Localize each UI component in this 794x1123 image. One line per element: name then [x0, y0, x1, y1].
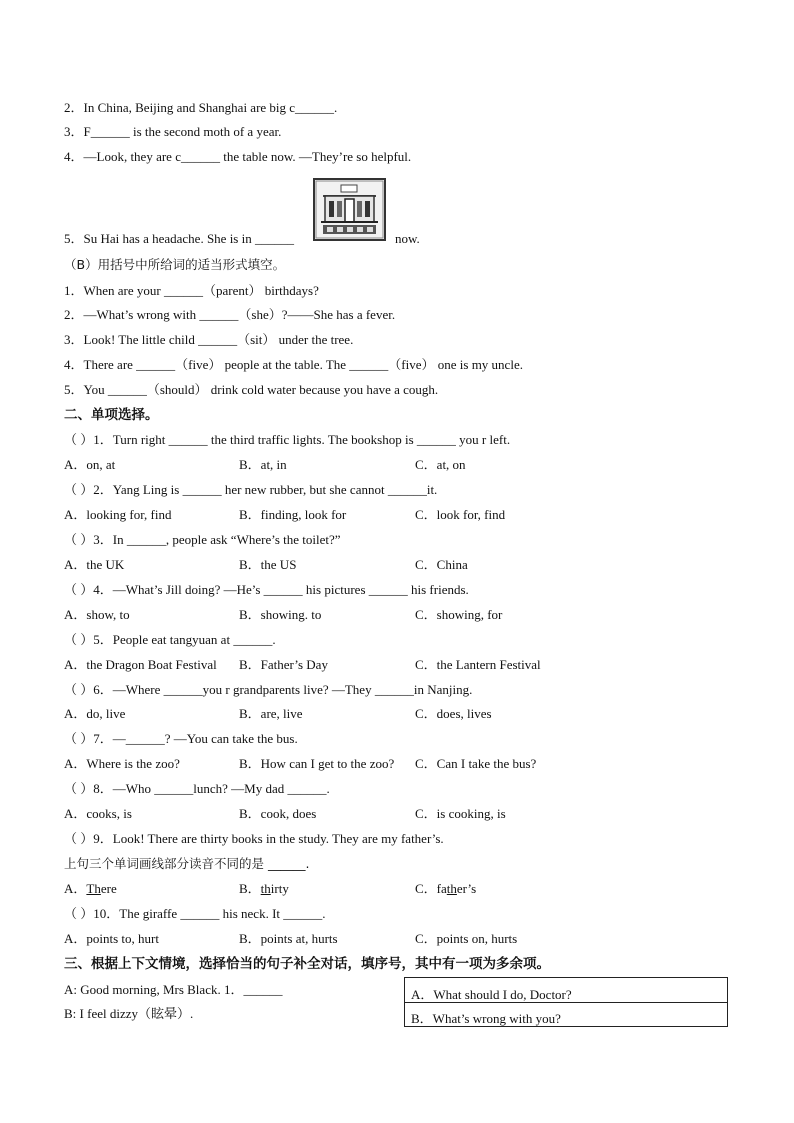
mc-q7-option-a: A．Where is the zoo? — [64, 756, 180, 771]
mc-q1-option-b: B．at, in — [239, 457, 287, 472]
mc-q1-option-c: C．at, on — [415, 457, 466, 472]
dialog-line-b: B: I feel dizzy（眩晕）. — [64, 1006, 194, 1021]
part-a-q5-end: now. — [395, 231, 420, 246]
mc-q10-option-c: C．points on, hurts — [415, 931, 518, 946]
part-b-q5: 5．You ______（should） drink cold water because you have a cough. — [64, 382, 439, 397]
mc-q8-option-c: C．is cooking, is — [415, 806, 506, 821]
mc-q3-option-a: A．the UK — [64, 557, 125, 572]
mc-q4-option-c: C．showing, for — [415, 607, 503, 622]
hospital-picture — [315, 180, 384, 239]
mc-q4-option-a: A．show, to — [64, 607, 130, 622]
mc-q4-option-b: B．showing. to — [239, 607, 322, 622]
mc-q1-option-a: A．on, at — [64, 457, 116, 472]
answer-options-box — [404, 977, 728, 1027]
part-a-q5-start: 5．Su Hai has a headache. She is in ______ — [64, 231, 294, 246]
box-option-a: A．What should I do, Doctor? — [411, 987, 572, 1002]
part-b-q1: 1．When are your ______（parent） birthdays? — [64, 283, 319, 298]
mc-q7-option-c: C．Can I take the bus? — [415, 756, 537, 771]
hospital-building-icon — [313, 178, 386, 241]
mc-q5-option-c: C．the Lantern Festival — [415, 657, 541, 672]
mc-q9-option-c: C．father’s — [415, 881, 477, 896]
part-b-q4: 4．There are ______（five） people at the table. The ______（five） one is my uncle. — [64, 357, 523, 372]
mc-q9-note: 上句三个单词画线部分读音不同的是 ______. — [64, 856, 310, 871]
mc-q1-stem: （ ）1．Turn right ______ the third traffic lights. The bookshop is ______ you r left. — [64, 432, 511, 447]
part-a-q2: 2．In China, Beijing and Shanghai are big c______. — [64, 100, 338, 115]
dialog-line-a: A: Good morning, Mrs Black. 1．______ — [64, 982, 283, 997]
mc-q3-stem: （ ）3．In ______, people ask “Where’s the toilet?” — [64, 532, 341, 547]
mc-q10-option-a: A．points to, hurt — [64, 931, 159, 946]
mc-q9-option-a: A．There — [64, 881, 117, 896]
mc-q8-option-b: B．cook, does — [239, 806, 317, 821]
mc-q3-option-c: C．China — [415, 557, 468, 572]
mc-q10-option-b: B．points at, hurts — [239, 931, 338, 946]
mc-q10-stem: （ ）10．The giraffe ______ his neck. It ______. — [64, 906, 326, 921]
mc-q5-option-a: A．the Dragon Boat Festival — [64, 657, 217, 672]
mc-q9-option-b: B．thirty — [239, 881, 289, 896]
mc-q8-option-a: A．cooks, is — [64, 806, 132, 821]
part-b-instruction: （B）用括号中所给词的适当形式填空。 — [64, 257, 286, 272]
mc-q2-option-b: B．finding, look for — [239, 507, 347, 522]
mc-q7-option-b: B．How can I get to the zoo? — [239, 756, 395, 771]
mc-q6-option-b: B．are, live — [239, 706, 303, 721]
part-a-q4: 4．—Look, they are c______ the table now. —They’re so helpful. — [64, 149, 412, 164]
mc-q3-option-b: B．the US — [239, 557, 297, 572]
mc-q9-stem: （ ）9．Look! There are thirty books in the study. They are my father’s. — [64, 831, 444, 846]
mc-q2-option-c: C．look for, find — [415, 507, 506, 522]
box-divider — [405, 1002, 727, 1003]
section2-heading: 二、单项选择。 — [64, 407, 159, 423]
section3-heading: 三、根据上下文情境，选择恰当的句子补全对话，填序号，其中有一项为多余项。 — [64, 956, 550, 972]
box-option-b: B．What’s wrong with you? — [411, 1011, 561, 1026]
mc-q6-option-c: C．does, lives — [415, 706, 492, 721]
part-b-q3: 3．Look! The little child ______（sit） under the tree. — [64, 332, 354, 347]
mc-q5-option-b: B．Father’s Day — [239, 657, 328, 672]
mc-q5-stem: （ ）5．People eat tangyuan at ______. — [64, 632, 276, 647]
mc-q2-stem: （ ）2．Yang Ling is ______ her new rubber, but she cannot ______it. — [64, 482, 438, 497]
mc-q2-option-a: A．looking for, find — [64, 507, 172, 522]
mc-q6-stem: （ ）6．—Where ______you r grandparents live? —They ______in Nanjing. — [64, 682, 473, 697]
mc-q4-stem: （ ）4．—What’s Jill doing? —He’s ______ his pictures ______ his friends. — [64, 582, 469, 597]
part-a-q3: 3．F______ is the second moth of a year. — [64, 124, 282, 139]
mc-q8-stem: （ ）8．—Who ______lunch? —My dad ______. — [64, 781, 330, 796]
part-b-q2: 2．—What’s wrong with ______（she）?——She has a fever. — [64, 307, 396, 322]
mc-q6-option-a: A．do, live — [64, 706, 126, 721]
mc-q7-stem: （ ）7．—______? —You can take the bus. — [64, 731, 298, 746]
